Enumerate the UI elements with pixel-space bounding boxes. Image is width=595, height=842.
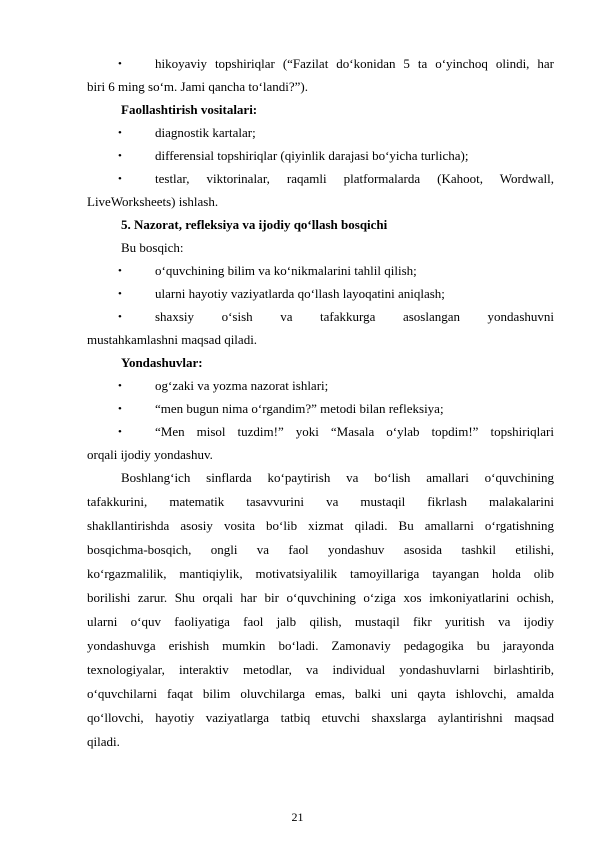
paragraph-line: ularni o‘quv faoliyatiga faol jalb qilish, mustaqil fikr yuritish va ijodiy bbox=[87, 614, 554, 629]
paragraph-line: qiladi. bbox=[87, 734, 120, 749]
bullet-icon: • bbox=[118, 380, 122, 392]
paragraph-line: tafakkurini, matematik tasavvurini va mustaqil fikrlash malakalarini bbox=[87, 494, 554, 509]
bullet-item-reflection: “men bugun nima o‘rgandim?” metodi bilan refleksiya; bbox=[155, 401, 444, 416]
bullet-icon: • bbox=[118, 173, 122, 185]
section-heading-activation-tools: Faollashtirish vositalari: bbox=[121, 102, 258, 117]
bullet-item-personal-growth: shaxsiy o‘sish va tafakkurga asoslangan yondashuvni bbox=[155, 309, 554, 324]
paragraph-line: Boshlang‘ich sinflarda ko‘paytirish va bo‘lish amallari o‘quvchining bbox=[121, 470, 554, 485]
page-number: 21 bbox=[291, 810, 304, 824]
bullet-item-diagnostic-cards: diagnostik kartalar; bbox=[155, 125, 256, 140]
paragraph-line: ko‘rgazmalilik, mantiqiylik, motivatsiyalilik tamoyillariga tayangan holda olib bbox=[87, 566, 554, 581]
bullet-icon: • bbox=[118, 403, 122, 415]
bullet-item-control-works: og‘zaki va yozma nazorat ishlari; bbox=[155, 378, 329, 393]
text-line: LiveWorksheets) ishlash. bbox=[87, 194, 219, 209]
paragraph-line: bosqichma-bosqich, ongli va faol yondashuv asosida tashkil etilishi, bbox=[87, 542, 554, 557]
paragraph-line: qo‘llovchi, hayotiy vaziyatlarga tatbiq etuvchi shaxslarga aylantirishni maqsad bbox=[87, 710, 554, 725]
bullet-item-story-tasks: hikoyaviy topshiriqlar (“Fazilat do‘konidan 5 ta o‘yinchoq olindi, har bbox=[155, 56, 554, 71]
bullet-item-differential-tasks: differensial topshiriqlar (qiyinlik darajasi bo‘yicha turlicha); bbox=[155, 148, 469, 163]
text-line: orqali ijodiy yondashuv. bbox=[87, 447, 213, 462]
bullet-item-application: ularni hayotiy vaziyatlarda qo‘llash layoqatini aniqlash; bbox=[155, 286, 445, 301]
bullet-icon: • bbox=[118, 288, 122, 300]
section-heading-approaches: Yondashuvlar: bbox=[121, 355, 203, 370]
paragraph-line: shakllantirishda asosiy vosita bo‘lib xizmat qiladi. Bu amallarni o‘rgatishning bbox=[87, 518, 554, 533]
bullet-item-creative-tasks: “Men misol tuzdim!” yoki “Masala o‘ylab topdim!” topshiriqlari bbox=[155, 424, 554, 439]
bullet-icon: • bbox=[118, 265, 122, 277]
bullet-icon: • bbox=[118, 127, 122, 139]
text-line: Bu bosqich: bbox=[121, 240, 184, 255]
paragraph-line: yondashuvga erishish mumkin bo‘ladi. Zamonaviy pedagogika bu jarayonda bbox=[87, 638, 554, 653]
bullet-icon: • bbox=[118, 311, 122, 323]
paragraph-line: o‘quvchilarni faqat bilim oluvchilarga emas, balki uni qayta ishlovchi, amalda bbox=[87, 686, 554, 701]
bullet-icon: • bbox=[118, 150, 122, 162]
text-line: mustahkamlashni maqsad qiladi. bbox=[87, 332, 258, 347]
bullet-item-analysis: o‘quvchining bilim va ko‘nikmalarini tahlil qilish; bbox=[155, 263, 417, 278]
bullet-icon: • bbox=[118, 58, 122, 70]
section-heading-stage-5: 5. Nazorat, refleksiya va ijodiy qo‘llash bosqichi bbox=[121, 217, 388, 232]
text-line: biri 6 ming so‘m. Jami qancha to‘landi?”). bbox=[87, 79, 308, 94]
paragraph-line: borilishi zarur. Shu orqali har bir o‘quvchining o‘ziga xos imkoniyatlarini ochish, bbox=[87, 590, 554, 605]
bullet-icon: • bbox=[118, 426, 122, 438]
paragraph-line: texnologiyalar, interaktiv metodlar, va individual yondashuvlarni birlashtirib, bbox=[87, 662, 554, 677]
bullet-item-tests: testlar, viktorinalar, raqamli platformalarda (Kahoot, Wordwall, bbox=[155, 171, 554, 186]
